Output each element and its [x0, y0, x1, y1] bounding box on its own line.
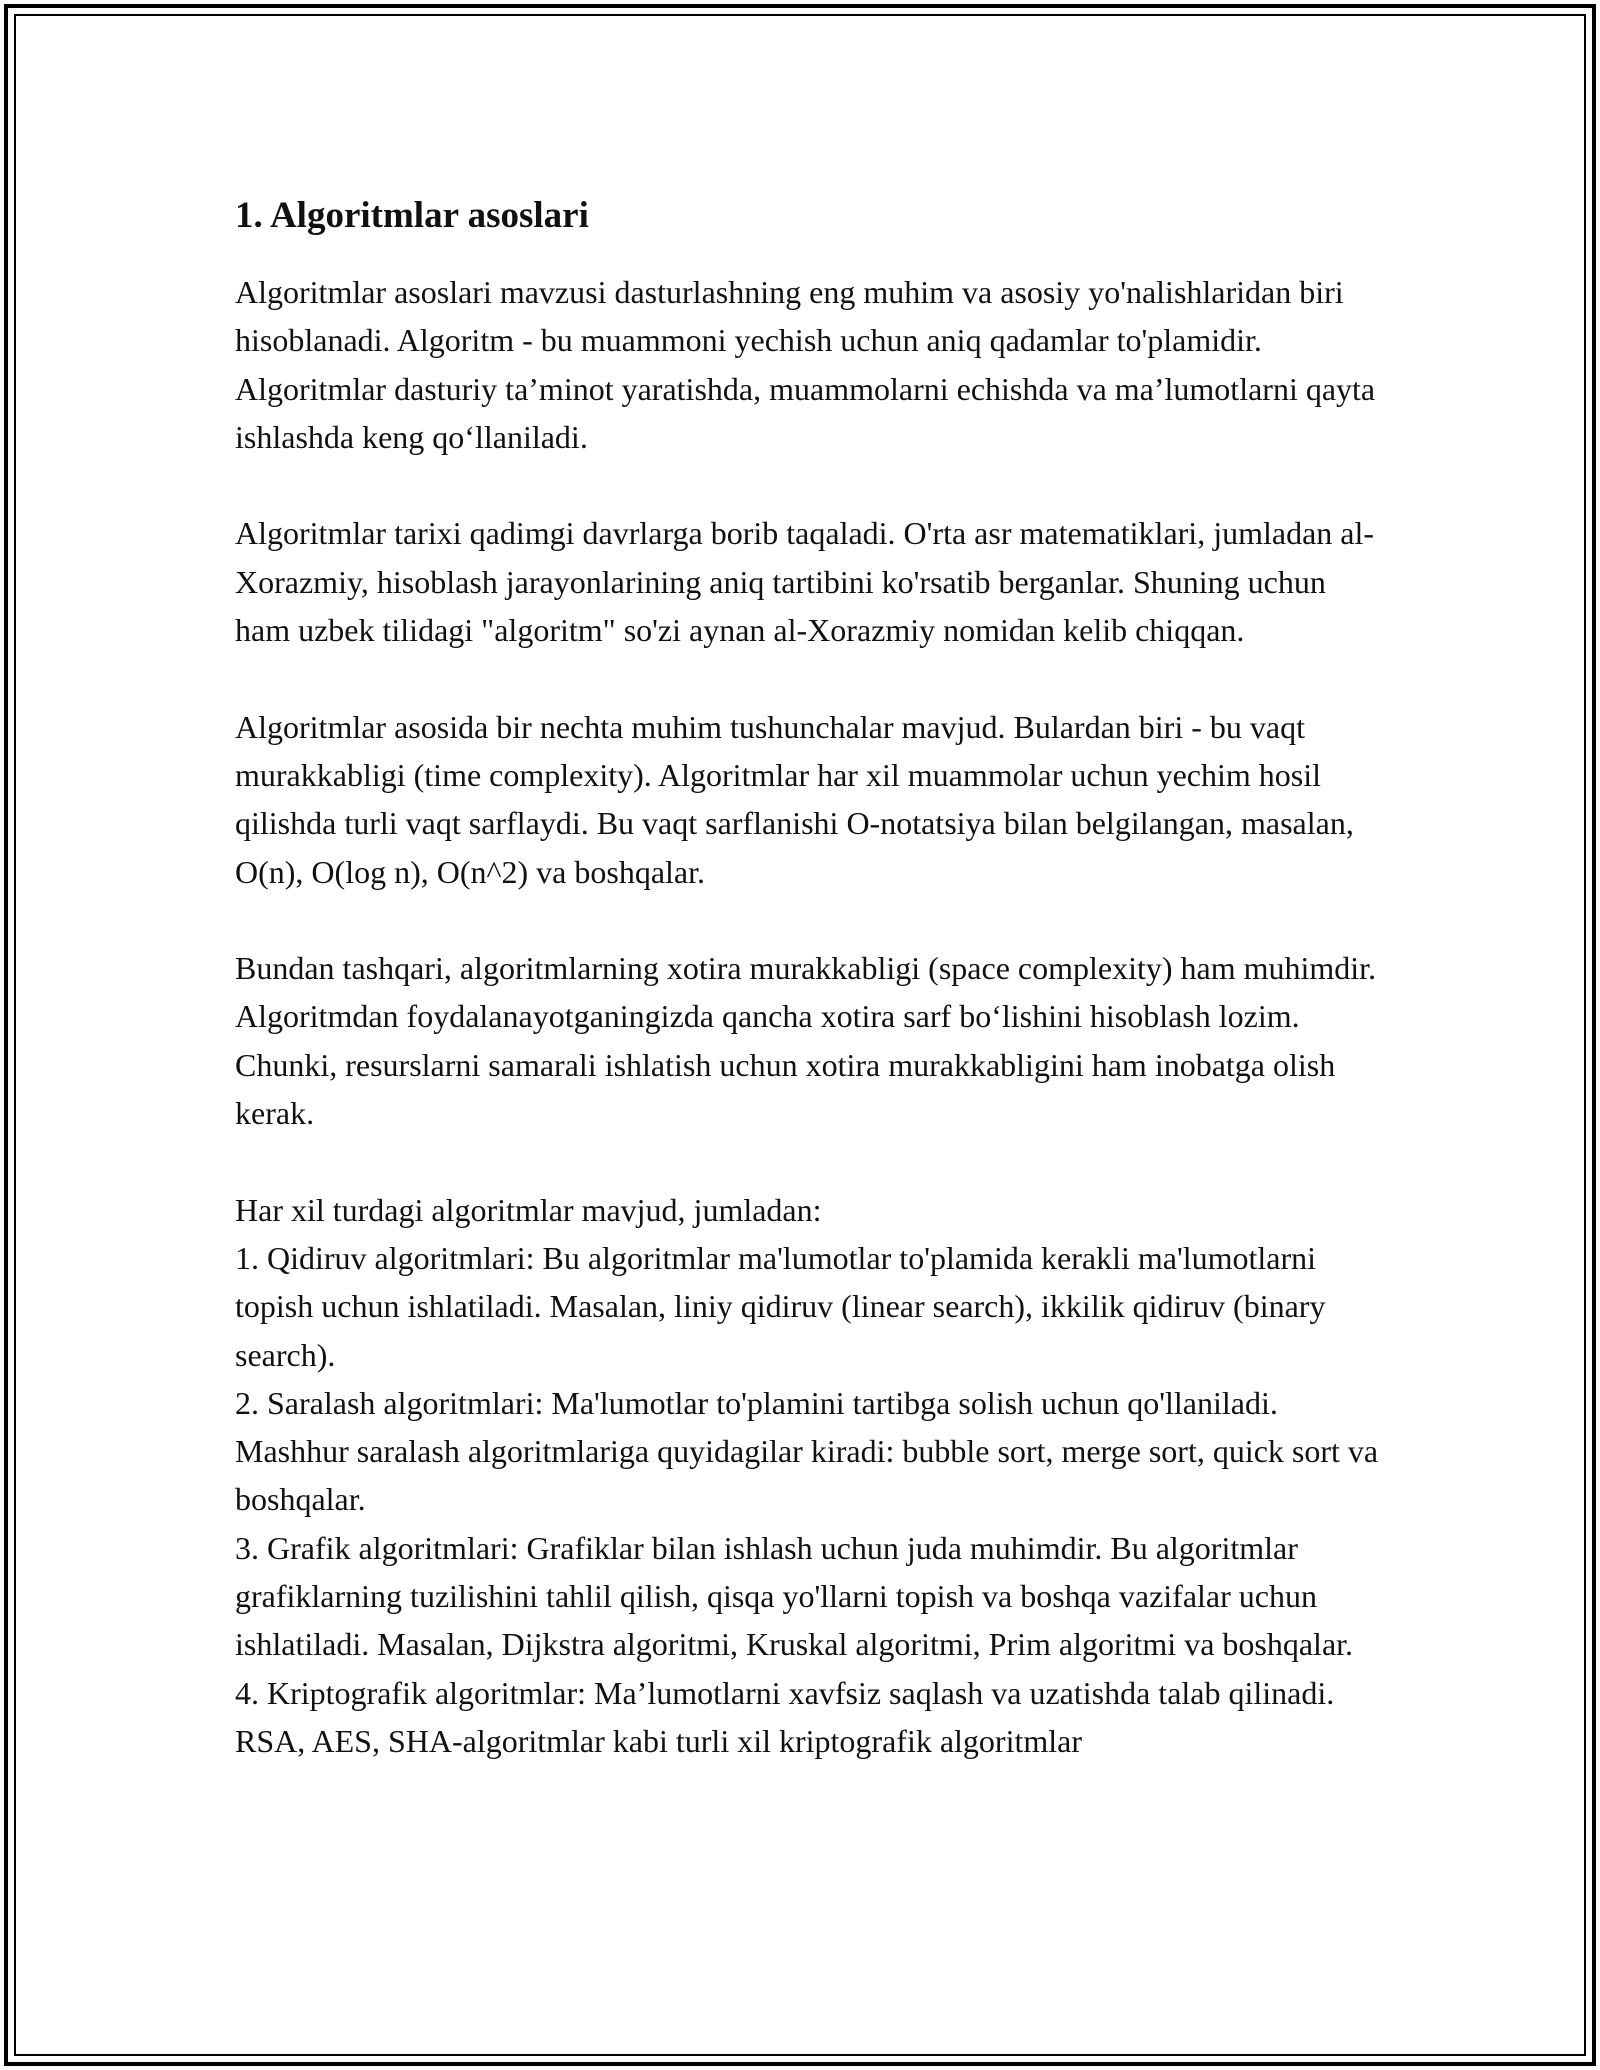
list-item: 4. Kriptografik algoritmlar: Ma’lumotlarni xavfsiz saqlash va uzatishda talab qilinadi. RSA, AES, SHA-algoritmlar kabi turli xil kriptografik algoritmlar — [235, 1674, 1335, 1759]
document-body — [235, 188, 1385, 1765]
section-title: 1. Algoritmlar asoslari — [235, 195, 589, 236]
paragraph-time-complexity: Algoritmlar asosida bir nechta muhim tushunchalar mavjud. Bulardan biri - bu vaqt murakkabligi (time complexity). Algoritmlar har xil muammolar uchun yechim hosil qilishda turli vaqt sarflaydi. Bu vaqt sarflanishi O-notatsiya bilan belgilangan, masalan, O(n), O(log n), O(n^2) va boshqalar. — [235, 708, 1354, 890]
list-item: 1. Qidiruv algoritmlari: Bu algoritmlar ma'lumotlar to'plamida kerakli ma'lumotlarni topish uchun ishlatiladi. Masalan, liniy qidiruv (linear search), ikkilik qidiruv (binary search). — [235, 1239, 1326, 1373]
paragraph-intro: Algoritmlar asoslari mavzusi dasturlashning eng muhim va asosiy yo'nalishlaridan biri hisoblanadi. Algoritm - bu muammoni yechish uchun aniq qadamlar to'plamidir. Algoritmlar dasturiy ta’minot yaratishda, muammolarni echishda va ma’lumotlarni qayta ishlashda keng qo‘llaniladi. — [235, 274, 1376, 455]
list-intro: Har xil turdagi algoritmlar mavjud, jumladan: — [235, 1191, 822, 1228]
list-item: 2. Saralash algoritmlari: Ma'lumotlar to'plamini tartibga solish uchun qo'llaniladi. Mashhur saralash algoritmlariga quyidagilar kiradi: bubble sort, merge sort, quick sort va boshqalar. — [235, 1384, 1379, 1518]
paragraph-space-complexity: Bundan tashqari, algoritmlarning xotira murakkabligi (space complexity) ham muhimdir. Algoritmdan foydalanayotganingizda qancha xotira sarf bo‘lishini hisoblash lozim. Chunki, resurslarni samarali ishlatish uchun xotira murakkabligini ham inobatga olish kerak. — [235, 950, 1377, 1132]
paragraph-history: Algoritmlar tarixi qadimgi davrlarga borib taqaladi. O'rta asr matematiklari, jumladan al-Xorazmiy, hisoblash jarayonlarining aniq tartibini ko'rsatib berganlar. Shuning uchun ham uzbek tilidagi "algoritm" so'zi aynan al-Xorazmiy nomidan kelib chiqqan. — [235, 515, 1375, 649]
algorithm-types-list — [235, 1186, 1385, 1766]
list-item: 3. Grafik algoritmlari: Grafiklar bilan ishlash uchun juda muhimdir. Bu algoritmlar grafiklarning tuzilishini tahlil qilish, qisqa yo'llarni topish va boshqa vazifalar uchun ishlatiladi. Masalan, Dijkstra algoritmi, Kruskal algoritmi, Prim algoritmi va boshqalar. — [235, 1529, 1354, 1663]
